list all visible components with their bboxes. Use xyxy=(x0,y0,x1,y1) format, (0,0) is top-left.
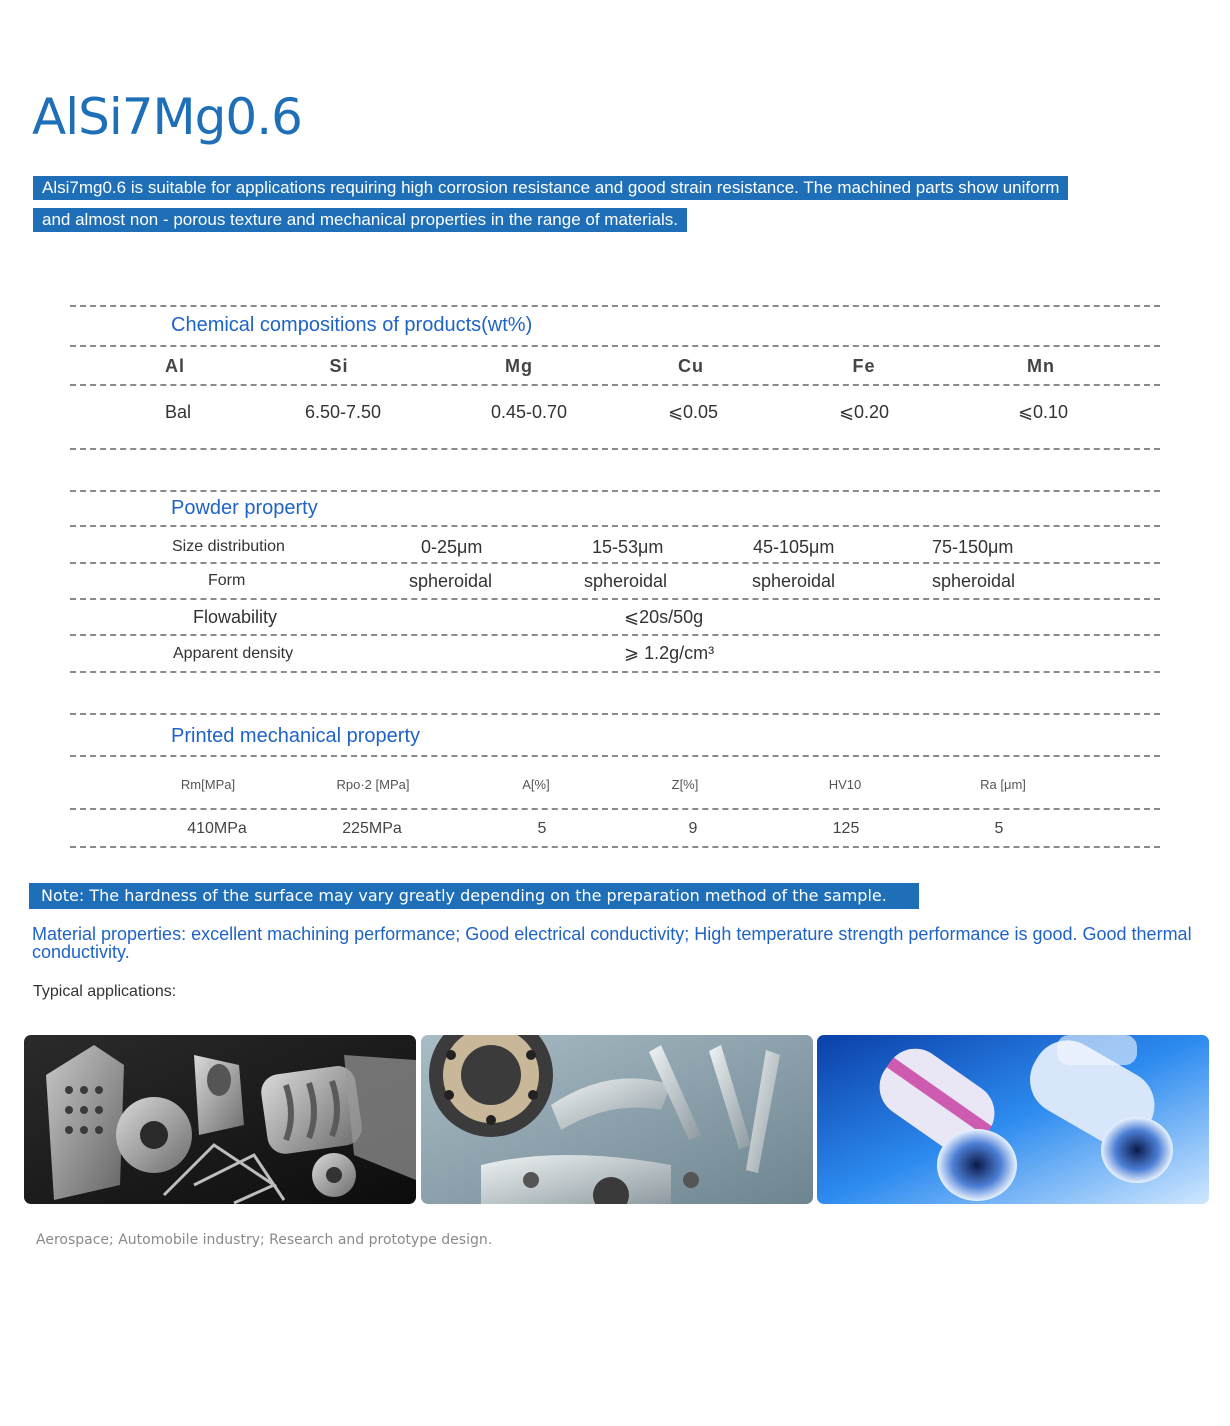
form-label: Form xyxy=(208,572,246,589)
divider xyxy=(70,755,1160,757)
divider xyxy=(70,305,1160,307)
mech-value-a: 5 xyxy=(537,820,547,837)
mech-header-z: Z[%] xyxy=(671,777,699,792)
divider xyxy=(70,808,1160,810)
chemical-section-title: Chemical compositions of products(wt%) xyxy=(171,314,533,336)
chem-header-cu: Cu xyxy=(678,356,704,376)
research-prototype-photo xyxy=(817,1035,1209,1204)
mech-value-ra: 5 xyxy=(994,820,1004,837)
mech-value-rp: 225MPa xyxy=(342,820,402,837)
form-value: spheroidal xyxy=(752,571,836,591)
chem-header-fe: Fe xyxy=(852,356,876,376)
chem-header-mg: Mg xyxy=(505,356,533,376)
size-value: 45-105μm xyxy=(753,537,835,557)
flowability-value: ⩽20s/50g xyxy=(624,607,704,627)
form-value: spheroidal xyxy=(584,571,668,591)
chem-value-fe: ⩽0.20 xyxy=(838,402,890,422)
mech-header-ra: Ra [μm] xyxy=(980,777,1026,792)
chem-header-mn: Mn xyxy=(1027,356,1055,376)
divider xyxy=(70,448,1160,450)
chem-value-mn: ⩽0.10 xyxy=(1017,402,1069,422)
apparent-density-label: Apparent density xyxy=(173,645,294,662)
divider xyxy=(70,671,1160,673)
intro-line-2: and almost non - porous texture and mechanical properties in the range of materials. xyxy=(33,208,687,232)
size-value: 0-25μm xyxy=(421,537,483,557)
divider xyxy=(70,384,1160,386)
divider xyxy=(70,562,1160,564)
intro-banner xyxy=(33,176,1183,240)
divider xyxy=(70,634,1160,636)
aerospace-parts-photo xyxy=(24,1035,416,1204)
hardness-note: Note: The hardness of the surface may vary greatly depending on the preparation method of the sample. xyxy=(29,883,919,909)
size-value: 15-53μm xyxy=(592,537,664,557)
mech-header-hv10: HV10 xyxy=(828,777,862,792)
chem-header-si: Si xyxy=(329,356,349,376)
chem-value-si: 6.50-7.50 xyxy=(304,402,382,422)
applications-caption: Aerospace; Automobile industry; Research and prototype design. xyxy=(36,1232,493,1248)
powder-section-title: Powder property xyxy=(171,497,318,519)
size-distribution-label: Size distribution xyxy=(172,538,285,555)
divider xyxy=(70,598,1160,600)
material-properties: Material properties: excellent machining performance; Good electrical conductivity; High temperature strength performance is good. Good thermal conductivity. xyxy=(32,924,1192,962)
flowability-label: Flowability xyxy=(193,607,278,627)
automotive-parts-photo xyxy=(421,1035,813,1204)
form-value: spheroidal xyxy=(932,571,1016,591)
mech-value-rm: 410MPa xyxy=(187,820,247,837)
mechanical-section-title: Printed mechanical property xyxy=(171,725,421,747)
chem-value-al: Bal xyxy=(164,402,192,422)
chem-value-mg: 0.45-0.70 xyxy=(490,402,568,422)
divider xyxy=(70,525,1160,527)
size-value: 75-150μm xyxy=(932,537,1014,557)
divider xyxy=(70,846,1160,848)
form-value: spheroidal xyxy=(409,571,493,591)
typical-applications-label: Typical applications: xyxy=(33,983,177,1000)
apparent-density-value: ⩾ 1.2g/cm³ xyxy=(624,643,715,663)
divider xyxy=(70,345,1160,347)
divider xyxy=(70,713,1160,715)
intro-line-1: Alsi7mg0.6 is suitable for applications requiring high corrosion resistance and good strain resistance. The machined parts show uniform xyxy=(33,176,1068,200)
divider xyxy=(70,490,1160,492)
mech-header-a: A[%] xyxy=(522,777,550,792)
chem-value-cu: ⩽0.05 xyxy=(667,402,719,422)
mech-value-hv10: 125 xyxy=(832,820,860,837)
mech-header-rp: Rpo·2 [MPa] xyxy=(336,777,410,792)
mech-header-rm: Rm[MPa] xyxy=(180,777,236,792)
mech-value-z: 9 xyxy=(688,820,698,837)
page-title: AlSi7Mg0.6 xyxy=(32,88,302,146)
chem-header-al: Al xyxy=(165,356,185,376)
